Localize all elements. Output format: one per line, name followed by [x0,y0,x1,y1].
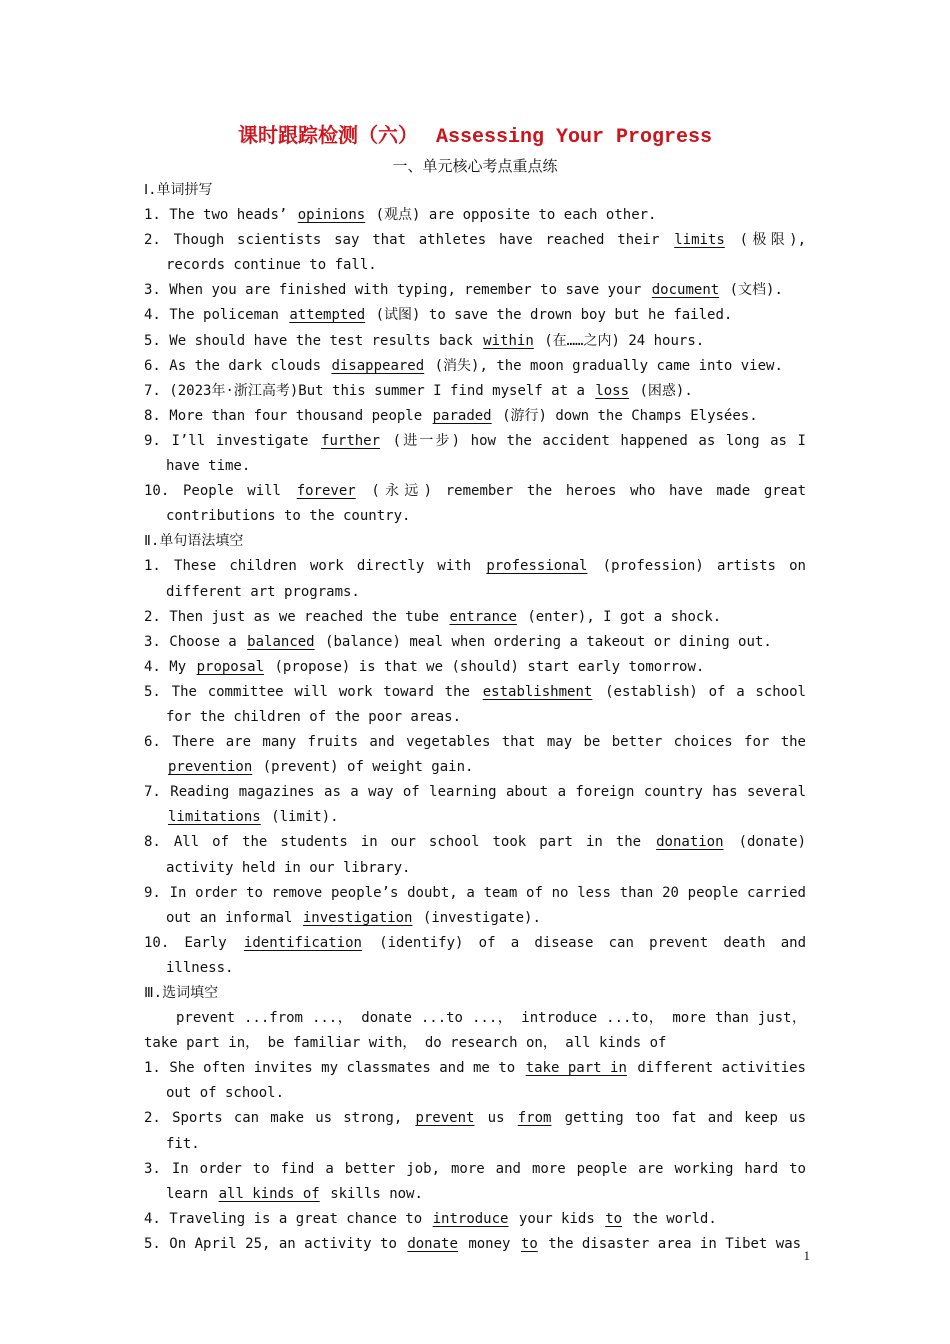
exercise-item: 2. Then just as we reached the tube entrance (enter), I got a shock. [144,608,722,625]
answer-blank: forever [296,483,356,500]
answer-blank: document [651,282,720,299]
exercise-item: 9. I’ll investigate further (进一步) how the accident happened as long as I have time. [144,432,806,475]
answer-blank: limitations [168,809,261,826]
page-number: 1 [803,1248,810,1263]
answer-blank: investigation [302,909,413,926]
title-english: Assessing Your Progress [435,126,713,149]
title-chinese: 课时跟踪检测（六） [237,123,418,147]
exercise-item: 8. All of the students in our school took part in the donation (donate) activity held in our library. [144,834,806,876]
exercise-item: 4. My proposal (propose) is that we (should) start early tomorrow. [144,658,705,675]
exercise-item: 1. The two heads’ opinions (观点) are opposite to each other. [144,207,657,224]
answer-blank: introduce [432,1210,509,1227]
exercise-item: 5. The committee will work toward the establishment (establish) of a school for the children of the poor areas. [144,683,806,725]
answer-blank: prevent [415,1110,475,1127]
answer-blank: prevention [168,759,253,776]
exercise-item: 5. We should have the test results back within (在……之内) 24 hours. [144,332,705,349]
answer-blank: disappeared [331,357,425,374]
exercise-item: 6. There are many fruits and vegetables that may be better choices for the prevention (prevent) of weight gain. [144,734,806,776]
exercise-item: 1. These children work directly with professional (profession) artists on different art programs. [144,558,806,600]
answer-blank: attempted [289,307,366,324]
exercise-item: 2. Though scientists say that athletes have reached their limits (极限), records continue to fall. [144,232,807,274]
exercise-item: 6. As the dark clouds disappeared (消失), the moon gradually came into view. [144,357,783,374]
answer-blank: professional [486,558,588,575]
word-options: prevent ...from ...， donate ...to ...， introduce ...to， more than just， take part in， be familiar with， do research on， all kinds of [144,1010,806,1052]
page-title [0,120,950,153]
answer-blank: paraded [432,407,492,424]
answer-blank: further [321,432,381,449]
exercise-item: 7. (2023年·浙江高考)But this summer I find myself at a loss (困惑). [144,382,693,399]
section-heading-grammar: Ⅱ.单句语法填空 [144,533,244,550]
answer-blank: opinions [297,207,366,224]
spelling-list [144,203,806,529]
answer-blank: to [605,1210,623,1227]
answer-blank: to [520,1235,538,1252]
answer-blank: limits [674,232,725,249]
answer-blank: donation [656,834,724,851]
exercise-item: 1. She often invites my classmates and me to take part in different activities out of school. [144,1060,806,1102]
answer-blank: from [517,1110,552,1127]
answer-blank: take part in [525,1060,627,1077]
exercise-item: 3. Choose a balanced (balance) meal when ordering a takeout or dining out. [144,633,772,650]
section-subtitle: 一、单元核心考点重点练 [392,157,558,175]
exercise-item: 10. People will forever (永远) remember the heroes who have made great contributions to the country. [144,483,807,525]
exercise-item: 5. On April 25, an activity to donate money to the disaster area in Tibet was [144,1235,802,1252]
exercise-item: 10. Early identification (identify) of a disease can prevent death and illness. [144,934,807,976]
answer-blank: all kinds of [218,1185,320,1202]
section-heading-spelling: Ⅰ.单词拼写 [144,182,213,198]
answer-blank: establishment [482,683,593,700]
exercise-item: 4. The policeman attempted (试图) to save the drown boy but he failed. [144,307,733,324]
section-heading-word-choice: Ⅲ.选词填空 [144,985,219,1001]
answer-blank: entrance [449,608,517,625]
answer-blank: identification [243,934,362,951]
exercise-item: 7. Reading magazines as a way of learning about a foreign country has several limitations (limit). [144,784,806,826]
exercise-content [144,178,806,1257]
exercise-item: 3. When you are finished with typing, remember to save your document (文档). [144,282,783,299]
exercise-item: 4. Traveling is a great chance to introduce your kids to the world. [144,1210,717,1227]
exercise-item: 3. In order to find a better job, more and more people are working hard to learn all kinds of skills now. [144,1160,806,1202]
word-choice-list [144,1056,806,1257]
exercise-item: 8. More than four thousand people paraded (游行) down the Champs Elysées. [144,407,758,424]
grammar-list [144,554,806,981]
answer-blank: loss [595,382,630,399]
answer-blank: balanced [247,633,315,650]
answer-blank: proposal [196,658,265,675]
answer-blank: donate [407,1235,458,1252]
exercise-item: 2. Sports can make us strong, prevent us from getting too fat and keep us fit. [144,1110,807,1152]
exercise-item: 9. In order to remove people’s doubt, a team of no less than 20 people carried out an informal investigation (investigate). [144,884,806,926]
answer-blank: within [483,332,534,349]
